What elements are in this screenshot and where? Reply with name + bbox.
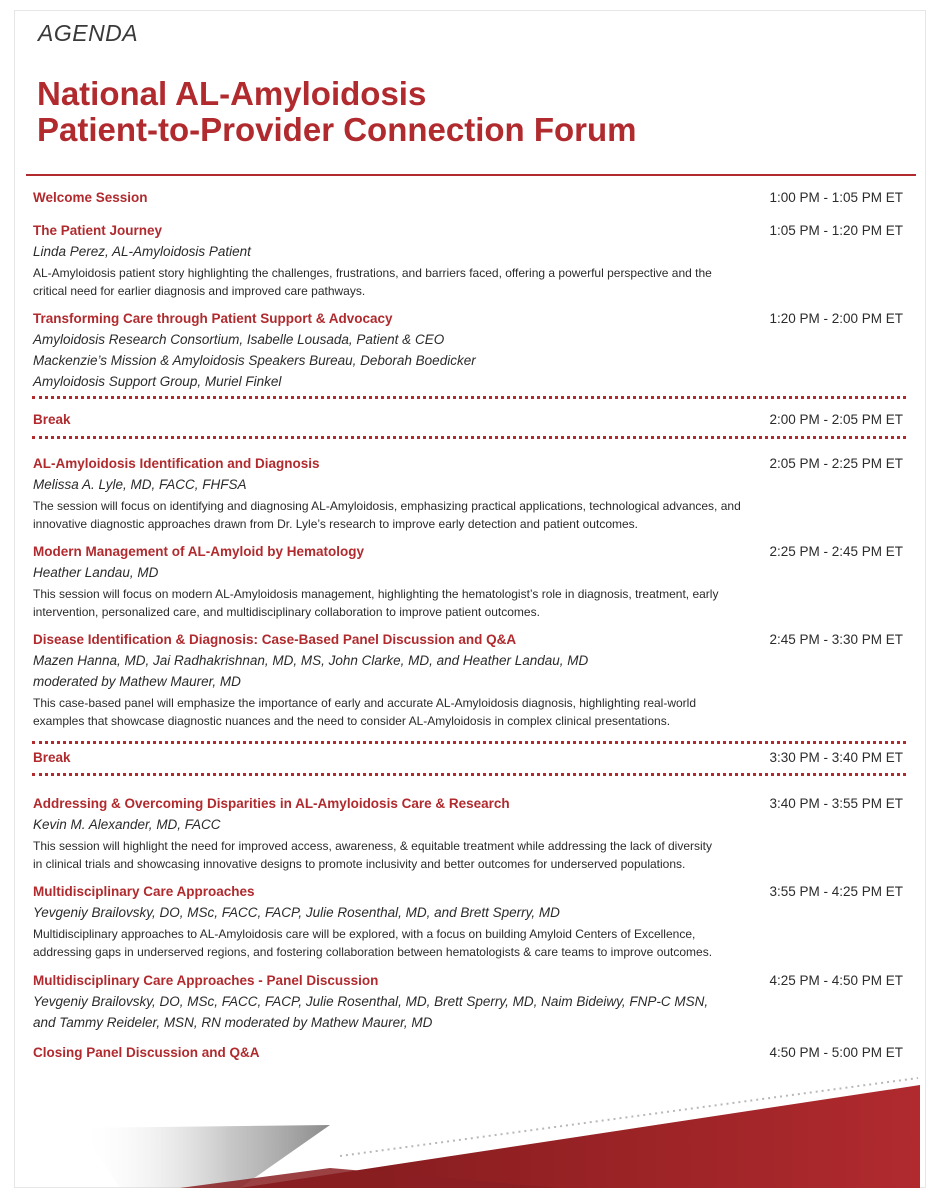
session-time: 3:30 PM - 3:40 PM ET <box>769 750 903 765</box>
dotted-divider <box>32 741 906 744</box>
description-line: in clinical trials and showcasing innovative designs to promote inclusivity and better outcomes for underserved populations. <box>33 857 686 871</box>
session-time: 2:00 PM - 2:05 PM ET <box>769 412 903 427</box>
agenda-label: AGENDA <box>38 20 139 46</box>
title-line-1: National AL-Amyloidosis <box>37 75 427 112</box>
session-description <box>33 264 813 300</box>
session-closing <box>33 1043 903 1063</box>
session-title: AL-Amyloidosis Identification and Diagnosis <box>33 456 320 471</box>
session-time: 1:05 PM - 1:20 PM ET <box>769 223 903 238</box>
session-time: 4:25 PM - 4:50 PM ET <box>769 973 903 988</box>
session-time: 1:20 PM - 2:00 PM ET <box>769 311 903 326</box>
session-identification-diagnosis <box>33 454 903 533</box>
session-title: Break <box>33 750 71 765</box>
session-description <box>33 497 813 533</box>
session-speaker: Amyloidosis Support Group, Muriel Finkel <box>33 374 282 389</box>
session-patient-journey <box>33 221 903 300</box>
description-line: AL-Amyloidosis patient story highlighting the challenges, frustrations, and barriers faced, offering a powerful perspective and the <box>33 266 712 280</box>
session-description <box>33 585 813 621</box>
description-line: examples that showcase diagnostic nuances and the need to consider AL-Amyloidosis in complex clinical presentations. <box>33 714 671 728</box>
session-speaker: Mazen Hanna, MD, Jai Radhakrishnan, MD, MS, John Clarke, MD, and Heather Landau, MD <box>33 653 589 668</box>
session-speaker: Amyloidosis Research Consortium, Isabelle Lousada, Patient & CEO <box>33 332 445 347</box>
session-time: 4:50 PM - 5:00 PM ET <box>769 1045 903 1060</box>
title-line-2: Patient-to-Provider Connection Forum <box>37 111 637 148</box>
session-break <box>33 410 903 430</box>
session-title: Modern Management of AL-Amyloid by Hematology <box>33 544 365 559</box>
session-time: 3:40 PM - 3:55 PM ET <box>769 796 903 811</box>
session-modern-management <box>33 542 903 621</box>
session-description <box>33 837 813 873</box>
description-line: This case-based panel will emphasize the importance of early and accurate AL-Amyloidosis diagnosis, highlighting real-world <box>33 696 697 710</box>
dotted-divider <box>32 773 906 776</box>
description-line: This session will focus on modern AL-Amyloidosis management, highlighting the hematologist’s role in diagnosis, treatment, early <box>33 587 719 601</box>
session-title: The Patient Journey <box>33 223 163 238</box>
session-speaker: moderated by Mathew Maurer, MD <box>33 674 241 689</box>
session-speaker: and Tammy Reideler, MSN, RN moderated by Mathew Maurer, MD <box>33 1015 433 1030</box>
dotted-divider <box>32 436 906 439</box>
header-divider <box>26 174 916 176</box>
session-description <box>33 925 813 961</box>
page-title <box>37 76 637 148</box>
description-line: critical need for earlier diagnosis and improved care pathways. <box>33 284 366 298</box>
session-title: Transforming Care through Patient Support & Advocacy <box>33 311 393 326</box>
session-description <box>33 694 813 730</box>
session-panel-discussion <box>33 971 903 1033</box>
description-line: The session will focus on identifying and diagnosing AL-Amyloidosis, emphasizing practical applications, technological advances, and <box>33 499 741 513</box>
session-time: 1:00 PM - 1:05 PM ET <box>769 190 903 205</box>
session-speaker: Yevgeniy Brailovsky, DO, MSc, FACC, FACP, Julie Rosenthal, MD, and Brett Sperry, MD <box>33 905 560 920</box>
description-line: This session will highlight the need for improved access, awareness, & equitable treatment while addressing the lack of diversity <box>33 839 713 853</box>
description-line: innovative diagnostic approaches drawn from Dr. Lyle’s research to improve early detection and patient outcomes. <box>33 517 638 531</box>
description-line: Multidisciplinary approaches to AL-Amyloidosis care will be explored, with a focus on building Amyloid Centers of Excellence, <box>33 927 696 941</box>
description-line: addressing gaps in underserved regions, and fostering collaboration between hematologists & care teams to improve outcomes. <box>33 945 713 959</box>
session-welcome <box>33 188 903 208</box>
session-speaker: Heather Landau, MD <box>33 565 159 580</box>
session-speaker: Kevin M. Alexander, MD, FACC <box>33 817 221 832</box>
footer-decoration <box>0 1070 940 1200</box>
session-break <box>33 748 903 768</box>
dotted-divider <box>32 396 906 399</box>
session-transforming-care <box>33 309 903 392</box>
session-title: Welcome Session <box>33 190 148 205</box>
session-title: Closing Panel Discussion and Q&A <box>33 1045 260 1060</box>
session-title: Multidisciplinary Care Approaches - Panel Discussion <box>33 973 379 988</box>
session-title: Break <box>33 412 71 427</box>
session-case-based-panel <box>33 630 903 730</box>
session-multidisciplinary-care <box>33 882 903 961</box>
session-title: Multidisciplinary Care Approaches <box>33 884 255 899</box>
session-speaker: Mackenzie’s Mission & Amyloidosis Speakers Bureau, Deborah Boedicker <box>33 353 476 368</box>
session-disparities <box>33 794 903 873</box>
session-time: 3:55 PM - 4:25 PM ET <box>769 884 903 899</box>
session-time: 2:45 PM - 3:30 PM ET <box>769 632 903 647</box>
session-title: Addressing & Overcoming Disparities in AL-Amyloidosis Care & Research <box>33 796 510 811</box>
session-time: 2:25 PM - 2:45 PM ET <box>769 544 903 559</box>
session-speaker: Melissa A. Lyle, MD, FACC, FHFSA <box>33 477 247 492</box>
session-speaker: Yevgeniy Brailovsky, DO, MSc, FACC, FACP, Julie Rosenthal, MD, Brett Sperry, MD, Naim Bideiwy, FNP-C MSN, <box>33 994 709 1009</box>
session-speaker: Linda Perez, AL-Amyloidosis Patient <box>33 244 251 259</box>
session-time: 2:05 PM - 2:25 PM ET <box>769 456 903 471</box>
session-title: Disease Identification & Diagnosis: Case-Based Panel Discussion and Q&A <box>33 632 517 647</box>
description-line: intervention, personalized care, and multidisciplinary collaboration to improve patient outcomes. <box>33 605 540 619</box>
